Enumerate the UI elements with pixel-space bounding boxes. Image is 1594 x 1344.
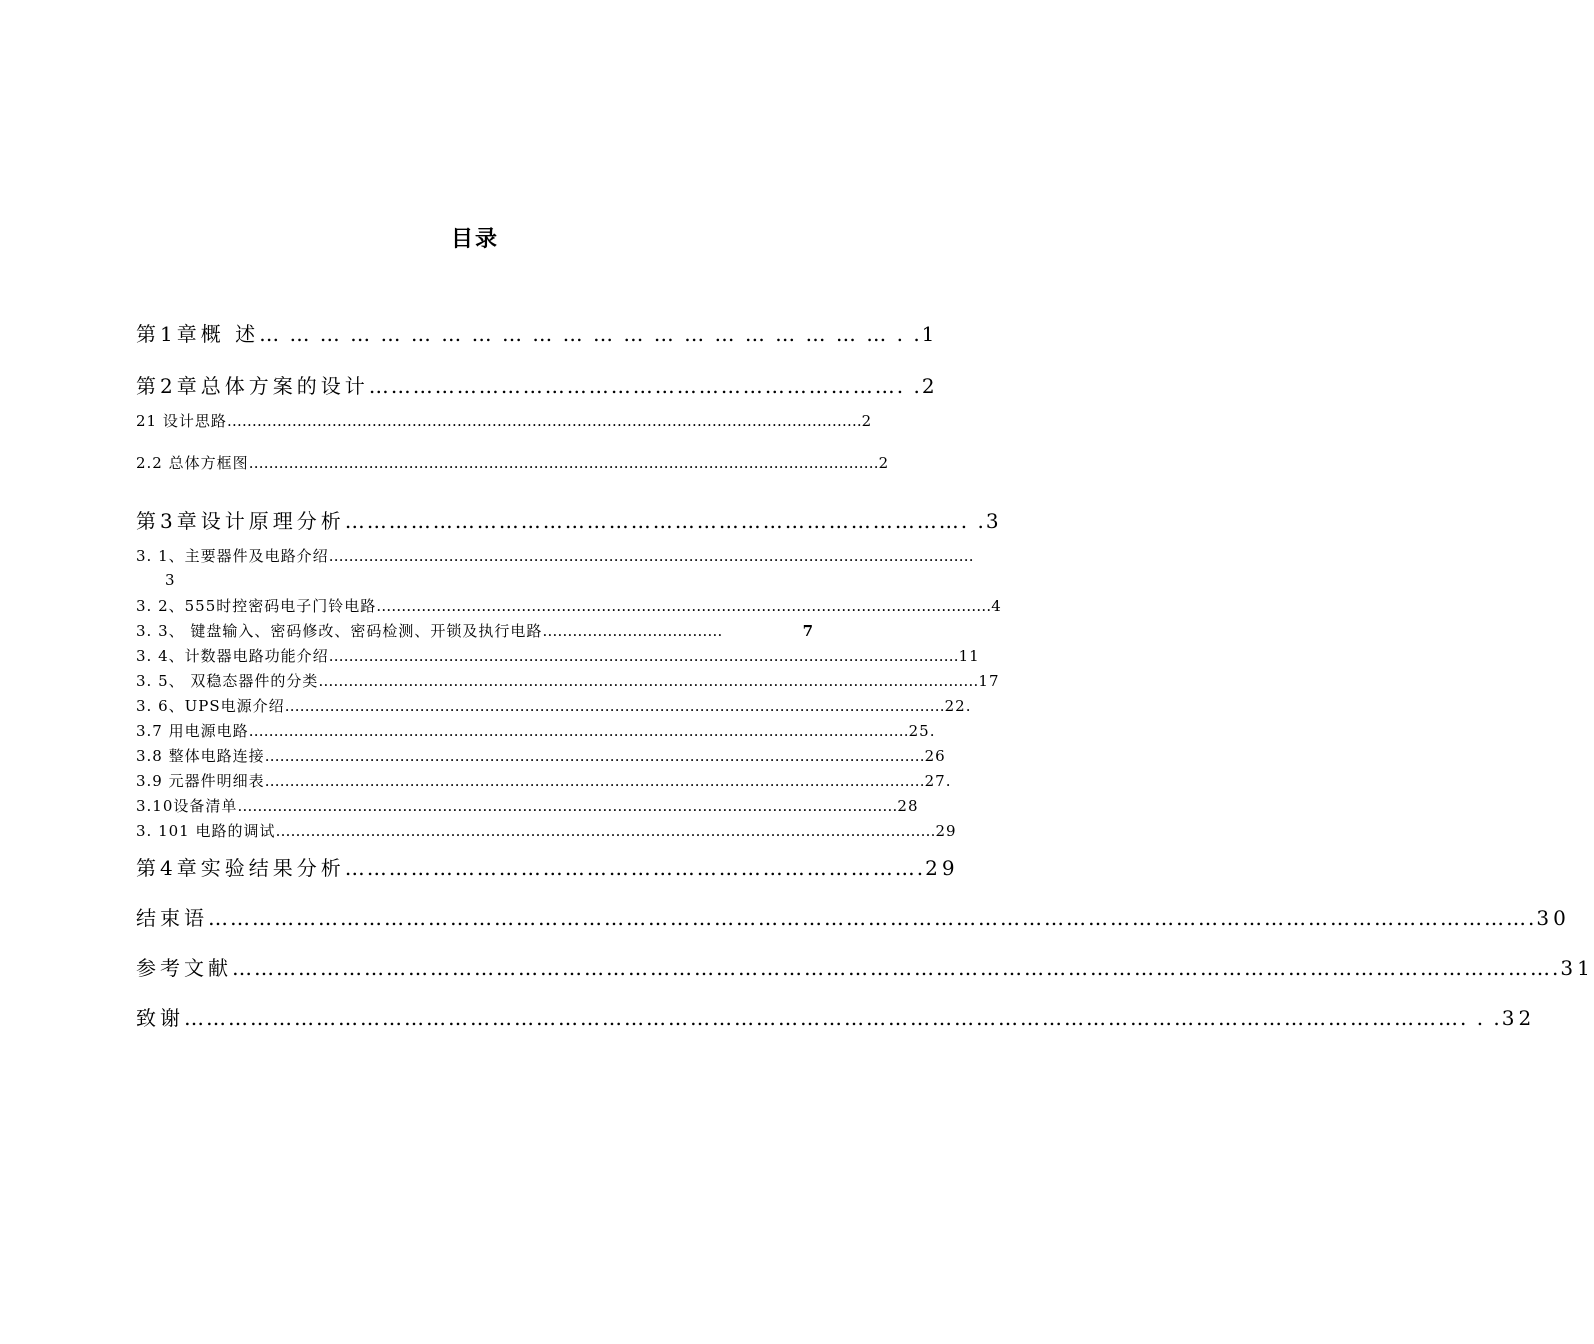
toc-page-number: 7 — [802, 622, 814, 640]
page-title: 目录 — [450, 227, 499, 252]
toc-page-number: 22. — [944, 697, 972, 715]
toc-entry-section-3-9[interactable] — [136, 770, 952, 791]
toc-page-number: 30 — [1536, 906, 1570, 930]
toc-leader-dots: …………………………………………………………………………………………………………………… — [237, 797, 898, 815]
toc-page-number: 3 — [985, 509, 1003, 533]
toc-leader-dots: …………………………………………………………………………………………………………………… — [284, 697, 945, 715]
toc-entry-label: 3. 6、UPS电源介绍 — [136, 697, 285, 715]
toc-page-number: 2 — [878, 454, 890, 472]
toc-entry-section-3-6[interactable] — [136, 695, 972, 716]
toc-leader-dots: ………………………………………………………………………………………………………………………………………………………………. — [208, 906, 1537, 930]
toc-page-number: 32 — [1501, 1006, 1536, 1030]
toc-entry-label: 第4章实验结果分析 — [136, 856, 345, 880]
toc-page-number: 1 — [921, 322, 939, 346]
toc-page-number: 17 — [978, 672, 1000, 690]
toc-entry-label: 3.10设备清单 — [136, 797, 238, 815]
toc-entry-section-3-4[interactable] — [136, 645, 980, 666]
toc-entry-label: 致谢 — [136, 1006, 184, 1030]
toc-entry-label: 3. 1、主要器件及电路介绍 — [136, 547, 329, 565]
toc-entry-label: 3.8 整体电路连接 — [136, 747, 265, 765]
toc-entry-label: 参考文献 — [136, 956, 232, 980]
toc-leader-dots: ………………………………………………………………………………………………………………… — [328, 547, 974, 565]
toc-entry-conclusion[interactable] — [136, 902, 1570, 931]
toc-entry-label: 3.9 元器件明细表 — [136, 772, 265, 790]
toc-leader-dots: ……………………………………………………………………………………………………………… — [248, 454, 879, 472]
toc-page-number: 28 — [897, 797, 919, 815]
toc-entry-label: 结束语 — [136, 906, 208, 930]
toc-entry-chapter-1[interactable] — [136, 318, 939, 347]
toc-page-number: 4 — [991, 597, 1002, 615]
toc-entry-section-3-1[interactable] — [136, 545, 974, 566]
toc-entry-section-3-3[interactable] — [136, 620, 814, 641]
toc-leader-dots: ………………………………………………………………. . — [368, 374, 922, 398]
toc-page-number: 3 — [165, 571, 175, 589]
toc-entry-references[interactable] — [136, 952, 1594, 981]
toc-entry-acknowledgements[interactable] — [136, 1002, 1536, 1031]
toc-entry-label: 2.2 总体方框图 — [136, 454, 249, 472]
toc-page-number: 29 — [925, 856, 959, 880]
toc-leader-dots: …………………………………………………………………………………………………………………… — [248, 722, 909, 740]
toc-leader-dots: ……………………………………………………………………………………………………………… — [328, 647, 959, 665]
toc-leader-dots: …………………………………………………………………………. . — [344, 509, 986, 533]
toc-entry-section-3-10[interactable] — [136, 795, 919, 816]
toc-leader-dots: … … … … … … … … … … … … … … … … … … … … … . . — [259, 322, 922, 346]
toc-leader-dots: …………………………………………………………………………………………………………………… — [318, 672, 979, 690]
toc-entry-section-3-2[interactable] — [136, 595, 1002, 616]
toc-entry-label: 3. 5、 双稳态器件的分类 — [136, 672, 319, 690]
toc-page-number: 2 — [921, 374, 939, 398]
toc-page-number: 27. — [924, 772, 952, 790]
toc-entry-label: 第2章总体方案的设计 — [136, 374, 369, 398]
toc-leader-dots: …………………………………………………………………………………………………………………… — [264, 772, 925, 790]
toc-leader-dots: ……………………………………………………………………. — [344, 856, 926, 880]
toc-leader-dots: ………………………………………………………………………………………………………………. — [226, 412, 862, 430]
toc-entry-section-2-2[interactable] — [136, 452, 890, 473]
toc-leader-dots: …………………………………………………………………………………………………………………… — [264, 747, 925, 765]
toc-leader-dots: …………………………………………………………………………………………………………… — [376, 597, 992, 615]
toc-entry-label: 3.7 用电源电路 — [136, 722, 249, 740]
toc-page-number: 11 — [958, 647, 980, 665]
toc-entry-label: 21 设计思路 — [136, 412, 227, 430]
toc-entry-section-2-1[interactable] — [136, 410, 873, 431]
toc-entry-section-3-8[interactable] — [136, 745, 946, 766]
toc-entry-chapter-4[interactable] — [136, 852, 959, 881]
toc-leader-dots: …………………………………………………………………………………………………………………………………………………………. . . — [184, 1006, 1502, 1030]
toc-entry-label: 第1章概 述 — [136, 322, 260, 346]
toc-leader-dots: ……………………………… — [542, 622, 723, 640]
toc-entry-section-3-101[interactable] — [136, 820, 957, 841]
toc-page-number: 2 — [861, 412, 873, 430]
toc-page-number: 25. — [908, 722, 936, 740]
toc-entry-chapter-2[interactable] — [136, 370, 939, 399]
toc-entry-label: 3. 4、计数器电路功能介绍 — [136, 647, 329, 665]
toc-entry-label: 3. 3、 键盘输入、密码修改、密码检测、开锁及执行电路 — [136, 622, 543, 640]
toc-entry-section-3-7[interactable] — [136, 720, 936, 741]
toc-page-number: 29 — [935, 822, 957, 840]
toc-leader-dots: …………………………………………………………………………………………………………………… — [275, 822, 936, 840]
toc-leader-dots: ………………………………………………………………………………………………………………………………………………………………. — [232, 956, 1561, 980]
toc-entry-label: 第3章设计原理分析 — [136, 509, 345, 533]
toc-page-number: 26 — [924, 747, 946, 765]
toc-page-number: 31 — [1560, 956, 1594, 980]
toc-entry-label: 3. 101 电路的调试 — [136, 822, 276, 840]
toc-entry-section-3-5[interactable] — [136, 670, 1000, 691]
toc-entry-label: 3. 2、555时控密码电子门铃电路 — [136, 597, 377, 615]
toc-entry-chapter-3[interactable] — [136, 505, 1003, 534]
